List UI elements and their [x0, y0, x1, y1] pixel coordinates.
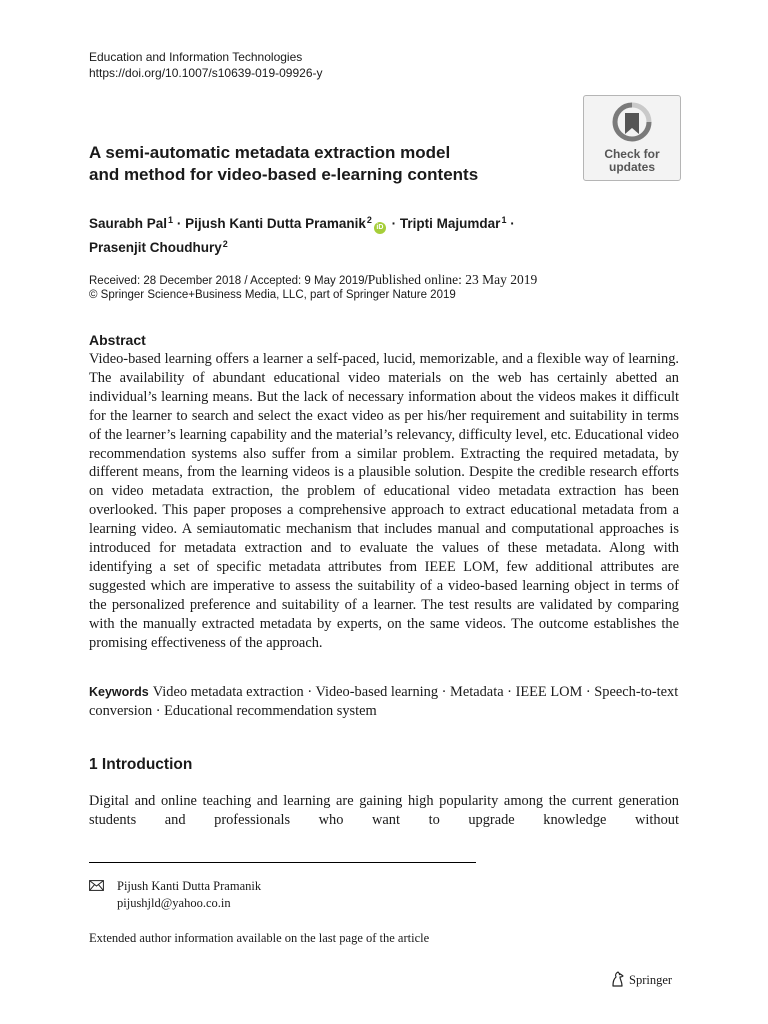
badge-line-1: Check for	[604, 147, 660, 161]
author-name[interactable]: Saurabh Pal	[89, 216, 168, 231]
title-line-1: A semi-automatic metadata extraction model	[89, 143, 451, 162]
correspondence-footnote	[89, 878, 261, 912]
keywords	[89, 683, 679, 721]
copyright-notice: © Springer Science+Business Media, LLC, part of Springer Nature 2019	[89, 289, 456, 301]
article-dates	[89, 272, 537, 289]
author-affiliation: 1	[168, 215, 174, 225]
author-affiliation: 2	[366, 215, 372, 225]
author-separator: ·	[176, 216, 182, 231]
publisher-name: Springer	[629, 973, 673, 987]
springer-horse-icon	[610, 971, 626, 987]
abstract-heading: Abstract	[89, 332, 146, 348]
corresponding-author-email[interactable]: pijushjld@yahoo.co.in	[117, 896, 231, 910]
envelope-icon	[89, 880, 104, 891]
doi-link[interactable]: https://doi.org/10.1007/s10639-019-09926-y	[89, 66, 323, 80]
badge-text	[584, 148, 680, 174]
author-name[interactable]: Prasenjit Choudhury	[89, 240, 222, 255]
article-title	[89, 142, 559, 186]
journal-header	[89, 49, 323, 81]
author-list	[89, 210, 609, 258]
footnote-divider	[89, 862, 476, 863]
keywords-label: Keywords	[89, 685, 149, 699]
check-for-updates-icon	[612, 102, 652, 146]
author-separator: ·	[510, 216, 515, 231]
author-affiliation: 2	[222, 239, 228, 249]
author-separator: ·	[391, 216, 397, 231]
received-accepted-date: Received: 28 December 2018 / Accepted: 9 May 2019/	[89, 275, 368, 287]
corresponding-author-name: Pijush Kanti Dutta Pramanik	[117, 879, 262, 893]
author-name[interactable]: Tripti Majumdar	[399, 216, 501, 231]
author-affiliation: 1	[501, 215, 507, 225]
author-name[interactable]: Pijush Kanti Dutta Pramanik	[185, 216, 366, 231]
published-date: Published online: 23 May 2019	[367, 272, 538, 287]
keywords-text: Video metadata extraction · Video-based learning · Metadata · IEEE LOM · Speech-to-text conversion · Educational recommendation system	[89, 684, 679, 719]
journal-name: Education and Information Technologies	[89, 50, 303, 64]
check-for-updates-badge[interactable]	[583, 95, 681, 181]
title-line-2: and method for video-based e-learning contents	[89, 165, 479, 184]
abstract-text: Video-based learning offers a learner a self-paced, lucid, memorizable, and a flexible way of learning. The availability of abundant educational video materials on the web has certainly abetted an individual’s learning means. But the lack of necessary information about the videos makes it difficult for the learner to search and select the exact video as per his/her requirement and suitability in terms of the learner’s learning capability and the material’s relevancy, difficulty level, etc. Educational video recommendation systems also suffer from a similar problem. Extracting the required metadata, by different means, from the learning videos is a plausible solution. Despite the credible research efforts on video metadata extraction, the problem of educational video metadata extraction has been overlooked. This paper proposes a comprehensive approach to extract educational metadata from a learning video. A semiautomatic mechanism that includes manual and computational approaches is introduced for metadata extraction and to evaluate the values of these metadata. Along with identifying a set of specific metadata attributes from IEEE LOM, few additional attributes are suggested which are imperative to assess the suitability of a video-based learning object in terms of the personalized preference and suitability of a learner. The test results are validated by comparing with the manually extracted metadata by experts, on the same videos. The outcome establishes the promising effectiveness of the approach.	[89, 351, 679, 651]
extended-author-info: Extended author information available on the last page of the article	[89, 931, 430, 945]
section-heading-introduction: 1 Introduction	[89, 756, 193, 773]
publisher-logo	[610, 971, 672, 989]
orcid-icon[interactable]: iD	[374, 222, 386, 234]
introduction-text: Digital and online teaching and learning are gaining high popularity among the current generation students and professionals who want to upgrade knowledge without	[89, 793, 679, 828]
badge-line-2: updates	[608, 160, 655, 174]
